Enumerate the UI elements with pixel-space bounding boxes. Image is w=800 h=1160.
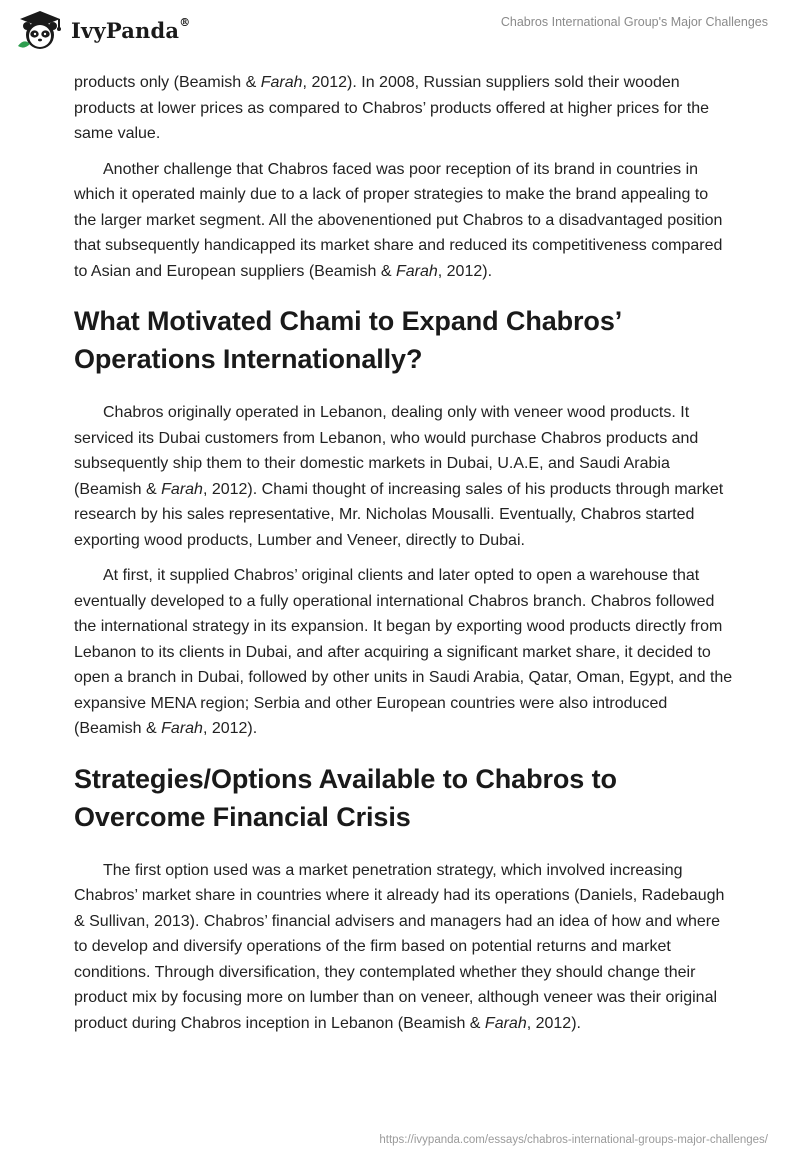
paragraph: Another challenge that Chabros faced was poor reception of its brand in countries in which it operated mainly due to a lack of proper strategies to make the brand appealing to the larger market segment. All the abovenentioned put Chabros to a disadvantaged position that subsequently handicapped its market share and reduced its competitiveness compared to Asian and European suppliers (Beamish & Farah, 2012). — [74, 160, 723, 280]
paragraph: The first option used was a market penetration strategy, which involved increasing Chabros’ market share in countries where it already had its operations (Daniels, Radebaugh & Sullivan, 2013). Chabros’ financial advisers and managers had an idea of how and where to develop and diversify operations of the firm based on potential returns and market conditions. Through diversification, they contemplated whether they should change their product mix by focusing more on lumber than on veneer, although veneer was their original product during Chabros inception in Lebanon (Beamish & Farah, 2012). — [74, 861, 725, 1032]
page-header — [0, 0, 800, 60]
brand-name: IvyPanda® — [71, 15, 191, 43]
panda-graduation-cap-icon — [14, 8, 66, 52]
document-title: Chabros International Group's Major Challenges — [500, 15, 768, 29]
section-heading: Strategies/Options Available to Chabros to Overcome Financial Crisis — [74, 763, 617, 832]
paragraph: Chabros originally operated in Lebanon, dealing only with veneer wood products. It serviced its Dubai customers from Lebanon, who would purchase Chabros products and subsequently ship them to their domestic markets in Dubai, U.A.E, and Saudi Arabia (Beamish & Farah, 2012). Chami thought of increasing sales of his products through market research by his sales representative, Mr. Nicholas Mousalli. Eventually, Chabros started exporting wood products, Lumber and Veneer, directly to Dubai. — [74, 404, 724, 549]
section-heading: What Motivated Chami to Expand Chabros’ Operations Internationally? — [74, 306, 621, 374]
brand-logo[interactable] — [14, 8, 190, 52]
source-url[interactable]: https://ivypanda.com/essays/chabros-international-groups-major-challenges/ — [379, 1134, 768, 1146]
paragraph: At first, it supplied Chabros’ original clients and later opted to open a warehouse that eventually developed to a fully operational international Chabros branch. Chabros followed the international strategy in its expansion. It began by exporting wood products directly from Lebanon to its clients in Dubai, and after acquiring a significant market share, it decided to open a branch in Dubai, followed by other units in Saudi Arabia, Qatar, Oman, Egypt, and the expansive MENA region; Serbia and other European countries were also introduced (Beamish & Farah, 2012). — [74, 567, 733, 737]
paragraph: products only (Beamish & Farah, 2012). In 2008, Russian suppliers sold their wooden products at lower prices as compared to Chabros’ products offered at higher prices for the same value. — [74, 74, 709, 142]
essay-content — [74, 70, 734, 1046]
